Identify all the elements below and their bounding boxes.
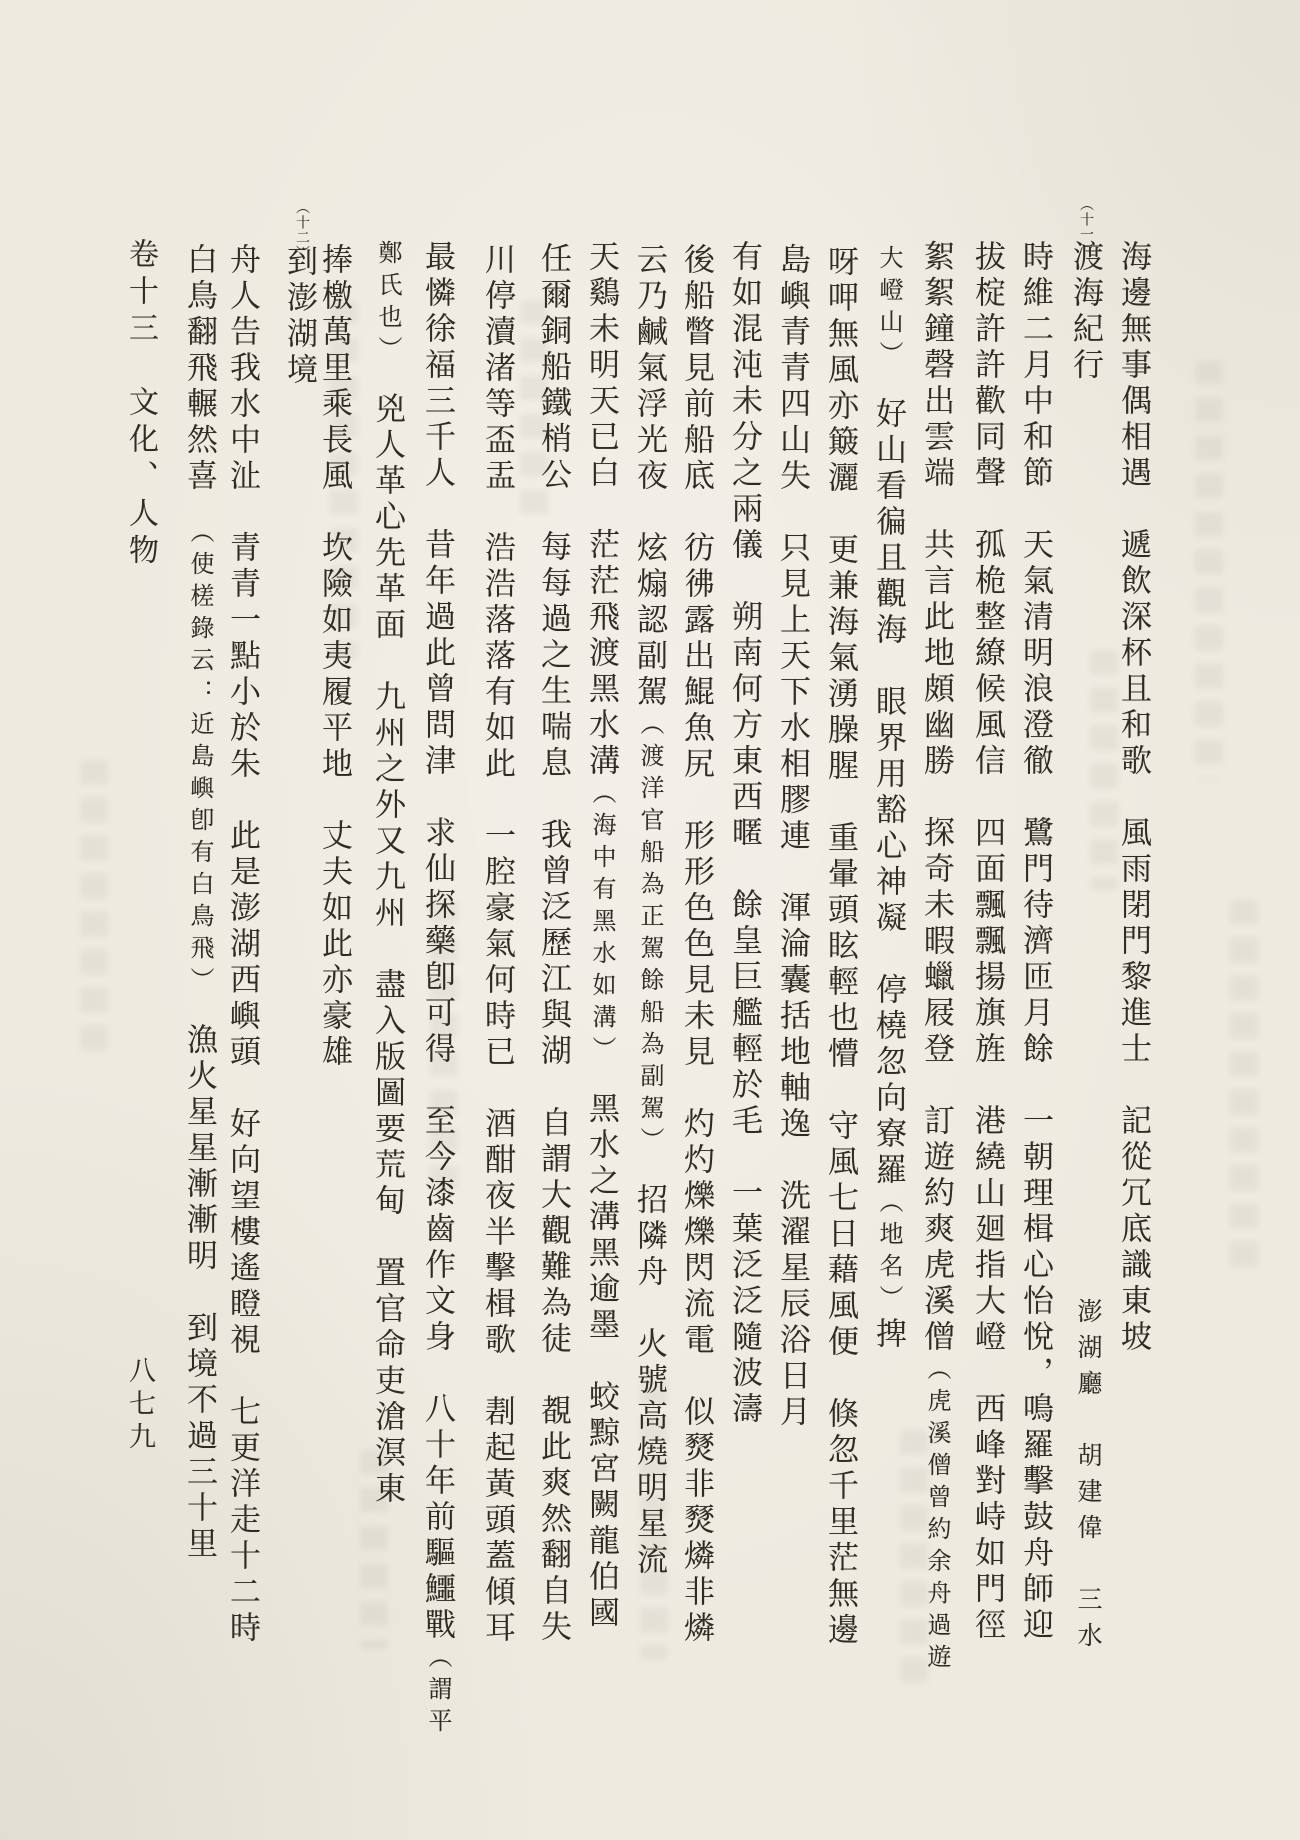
verse-text: 云乃鹹氣浮光夜 炫煽認副駕 [632, 243, 667, 711]
text-column [627, 243, 671, 1579]
bleedthrough-smudge [1230, 900, 1258, 1280]
text-column [579, 240, 623, 1632]
text-column [866, 245, 910, 1353]
bleedthrough-smudge [80, 760, 108, 1060]
verse-text: 漁火星星漸漸明 到境不過三十里 [182, 987, 217, 1563]
verse-text: 好山看徧且觀海 眼界用豁心神凝 停橈忽向寮羅 [871, 361, 906, 1189]
text-column [365, 240, 409, 1508]
text-column [415, 240, 459, 1740]
text-column [674, 243, 718, 1647]
annotation-text: （渡洋官船為正駕餘船為副駕） [636, 711, 662, 1147]
text-column [965, 240, 1009, 1644]
verse-text: 川停瀆渚等盃盂 浩浩落落有如此 一腔豪氣何時已 酒酣夜半擊楫歌 剨起黃頭蓋傾耳 [480, 243, 515, 1647]
verse-text: 絮絮鐘磬出雲端 共言此地頗幽勝 探奇未暇蠟屐登 訂遊約爽虎溪僧 [919, 240, 954, 1356]
verse-text: 後船瞥見前船底 彷彿露出鯤魚尻 形形色色見未見 灼灼爍爍閃流電 似燹非燹燐非燐 [679, 243, 714, 1647]
text-column [531, 242, 575, 1646]
verse-text: 有如混沌未分之兩儀 朔南何方東西暱 餘皇巨艦輕於毛 一葉泛泛隨波濤 [727, 240, 762, 1428]
annotation-text: （謂平 [424, 1644, 450, 1740]
section-title: 渡海紀行 [1068, 240, 1103, 384]
verse-text: 拔椗許許歡同聲 孤桅整繚候風信 四面飄飄揚旗旌 港繞山廻指大嶝 西峰對峙如門徑 [970, 240, 1005, 1644]
bleedthrough-smudge [1195, 360, 1223, 780]
volume-header: 卷十三 文化、人物 [124, 238, 157, 571]
verse-text: 任爾銅船鐵梢公 每每過之生喘息 我曾泛歷江與湖 自謂大觀難為徒 覩此爽然翻自失 [536, 242, 571, 1646]
section-title: 到澎湖境 [282, 245, 317, 389]
verse-text: 島嶼青青四山失 只見上天下水相膠連 渾淪囊括地軸逸 洗濯星辰浴日月 [775, 243, 810, 1431]
verse-text: 捧檄萬里乘長風 坎險如夷履平地 丈夫如此亦豪雄 [317, 243, 352, 1071]
verse-text: 時維二月中和節 天氣清明浪澄徹 鷺門待濟匝月餘 一朝理楫心怡悅，鳴羅擊鼓舟師迎 [1018, 240, 1053, 1644]
verse-text: 天鷄未明天已白 茫茫飛渡黑水溝 [584, 240, 619, 780]
text-column [475, 243, 519, 1647]
text-column [312, 243, 356, 1071]
verse-text: 呀呷無風亦簸灑 更兼海氣湧臊腥 重暈頭眩輕也懵 守風七日藉風便 倏忽千里茫無邊 [823, 245, 858, 1649]
section-marker: （十一） [1078, 197, 1093, 257]
text-column [722, 240, 766, 1428]
text-column [220, 243, 264, 1647]
annotation-text: （地名） [875, 1189, 901, 1317]
section-marker: （十二） [294, 200, 309, 260]
annotation-text: 大嶝山） [875, 245, 901, 361]
verse-text: 白鳥翻飛輾然喜 [182, 243, 217, 531]
verse-text: 舟人告我水中沚 青青一點小於朱 此是澎湖西嶼頭 好向望樓遙瞪視 七更洋走十二時 [225, 243, 260, 1647]
author-attribution: 澎湖廳 胡建偉 三水 [1074, 1298, 1101, 1658]
verse-text: 海邊無事偶相遇 遞飲深杯且和歌 風雨閉門黎進士 記從冗底識東坡 [1116, 240, 1151, 1356]
annotation-text: （虎溪僧曾約余舟過遊 [923, 1356, 949, 1676]
text-column [914, 240, 958, 1676]
verse-text: 兇人革心先革面 九州之外又九州 盡入版圖要荒甸 置官命吏滄溟東 [370, 356, 405, 1508]
verse-text: 捭 [871, 1317, 906, 1353]
text-column [770, 243, 814, 1431]
verse-text: 黑水之溝黑逾墨 蛟黥宮闕龍伯國 [584, 1056, 619, 1632]
verse-text: 最憐徐福三千人 昔年過此曾問津 求仙探藥卽可得 至今漆齒作文身 八十年前驅鱷戰 [420, 240, 455, 1644]
text-column [1013, 240, 1057, 1644]
annotation-text: （使槎錄云：近島嶼卽有白鳥飛） [186, 531, 212, 987]
page-number: 八七九 [125, 1356, 155, 1455]
annotation-text: 鄭氏也） [374, 240, 400, 356]
annotation-text: （海中有黑水如溝） [588, 780, 614, 1056]
verse-text: 招隣舟 火號高燒明星流 [632, 1147, 667, 1579]
text-column [1111, 240, 1155, 1356]
text-column [818, 245, 862, 1649]
text-column [177, 243, 221, 1563]
